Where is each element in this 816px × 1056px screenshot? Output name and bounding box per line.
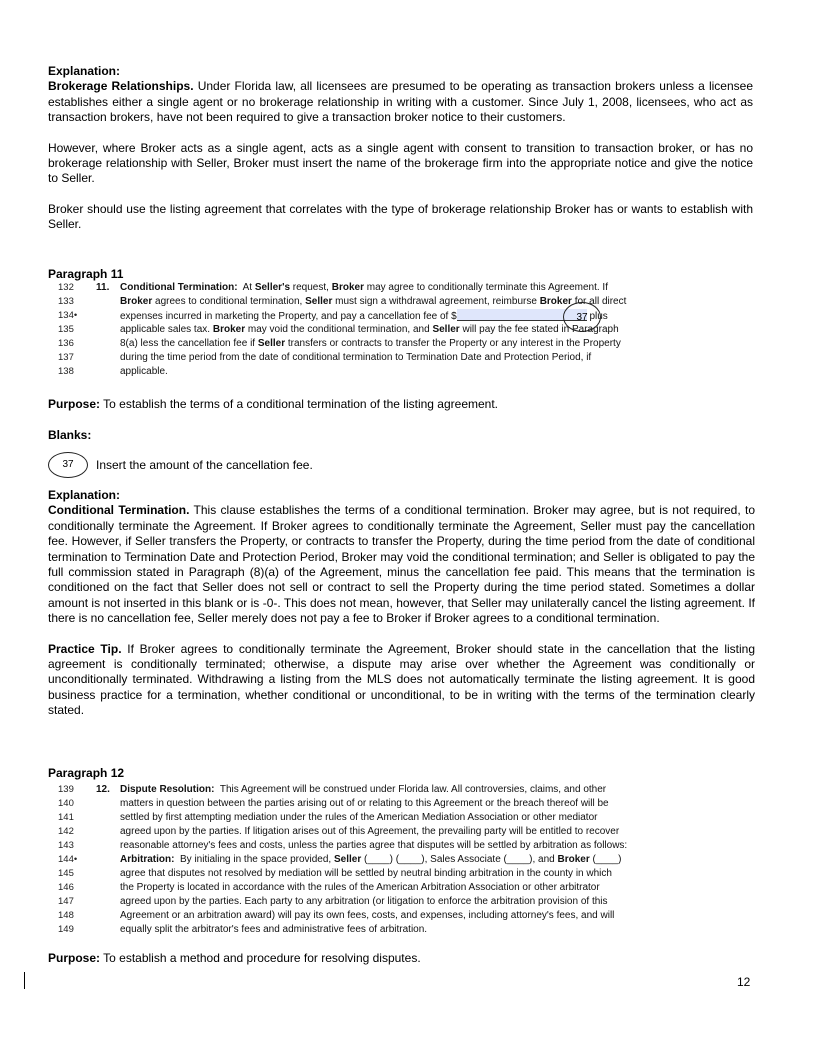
form-line-text: the Property is located in accordance with the rules of the American Arbitration Association or other arbitrator (120, 882, 600, 893)
form-line-text: Agreement or an arbitration award) will pay its own fees, costs, and expenses, including attorney's fees, and will (120, 910, 615, 921)
line-number: 144• (58, 854, 78, 865)
form-line-text: agreed upon by the parties. Each party to any arbitration (or litigation to enforce the arbitration provision of this (120, 896, 608, 907)
line-number: 132 (58, 282, 74, 293)
form-line-text: 8(a) less the cancellation fee if Seller transfers or contracts to transfer the Property or any interest in the Property (120, 338, 621, 349)
form-line-text: Broker agrees to conditional termination, Seller must sign a withdrawal agreement, reimburse Broker for all direct (120, 296, 627, 307)
single-agent-paragraph: However, where Broker acts as a single agent, acts as a single agent with consent to transition to transaction broker, or has no brokerage relationship with Seller, Broker must insert the name of the brokerage firm into the appropriate notice and give the notice to Seller. (48, 140, 753, 186)
line-number: 133 (58, 296, 74, 307)
conditional-termination-explanation: Conditional Termination. This clause establishes the terms of a conditional termination. Broker may agree, but is not required, to conditionally terminate the Agreement. If Broker agrees to conditionally terminate the Agreement, Seller must pay the cancellation fee. However, if Seller transfers the Property, or contracts to transfer the Property, during the time period from the date of conditional termination to Termination Date and Protection Period, Broker may void the conditional termination; and Seller is obligated to pay the full commission stated in Paragraph (8)(a) of the Agreement, minus the cancellation fee paid. This means that the termination is conditioned on the fact that Seller does not sell or contract to sell the Property during the time period stated. Sometimes a dollar amount is not inserted in this blank or is -0-. This does not mean, however, that Seller may unilaterally cancel the listing agreement. If there is no cancellation fee, Seller merely does not pay a fee to Broker if Broker agrees to a conditional termination. (48, 503, 755, 626)
form-line (58, 923, 758, 937)
form-line (58, 295, 758, 309)
practice-tip: Practice Tip. If Broker agrees to conditionally terminate the Agreement, Broker should state in the cancellation that the listing agreement is conditionally terminated; otherwise, a dispute may arise over whether the Agreement was conditionally or unconditionally terminated. Withdrawing a listing from the MLS does not automatically terminate the listing agreement. It is good business practice for a termination, whether conditional or unconditional, to be in writing with the terms of the termination clearly stated. (48, 641, 755, 718)
line-number: 148 (58, 910, 74, 921)
form-line-text: equally split the arbitrator's fees and administrative fees of arbitration. (120, 924, 428, 935)
form-line (58, 811, 758, 825)
line-number: 139 (58, 784, 74, 795)
form-line (58, 825, 758, 839)
line-number: 136 (58, 338, 74, 349)
form-line (58, 881, 758, 895)
form-line-text: applicable sales tax. Broker may void the conditional termination, and Seller will pay the fee stated in Paragraph (120, 324, 619, 335)
form-line-text: matters in question between the parties arising out of or relating to this Agreement or the breach thereof will be (120, 798, 609, 809)
form-line-text: agreed upon by the parties. If litigation arises out of this Agreement, the prevailing party will be entitled to recover (120, 826, 620, 837)
line-number: 146 (58, 882, 74, 893)
blanks-heading: Blanks: (48, 428, 92, 442)
paragraph-11-purpose: Purpose: To establish the terms of a conditional termination of the listing agreement. (48, 397, 499, 411)
line-number: 135 (58, 324, 74, 335)
form-line (58, 337, 758, 351)
brokerage-relationships-paragraph: Brokerage Relationships. Under Florida law, all licensees are presumed to be operating as transaction brokers unless a licensee establishes either a single agent or no brokerage relationship in writing with a customer. Since July 1, 2008, licensees, who act as transaction brokers, have not been required to give a transaction broker notice to their customers. (48, 79, 754, 125)
form-line-text: settled by first attempting mediation under the rules of the American Mediation Association or other mediator (120, 812, 598, 823)
form-line (58, 909, 758, 923)
form-line-text: Dispute Resolution: This Agreement will be construed under Florida law. All controversies, claims, and other (120, 784, 607, 795)
document-page (48, 64, 753, 233)
form-line-text: applicable. (120, 366, 168, 377)
blank-37-marker: 37 (48, 452, 88, 478)
paragraph-12-purpose: Purpose: To establish a method and procedure for resolving disputes. (48, 951, 421, 965)
form-line (58, 895, 758, 909)
page-number: 12 (737, 975, 751, 989)
brokerage-relationships-title: Brokerage Relationships. (48, 79, 194, 94)
line-number: 142 (58, 826, 74, 837)
form-line (58, 309, 758, 323)
form-line-text: agree that disputes not resolved by mediation will be settled by neutral binding arbitration in the county in which (120, 868, 612, 879)
form-line (58, 351, 758, 365)
line-number: 140 (58, 798, 74, 809)
form-line-text: during the time period from the date of conditional termination to Termination Date and Protection Period, if (120, 352, 592, 363)
paragraph-11-explanation-heading: Explanation: (48, 488, 121, 502)
form-line-text: reasonable attorney's fees and costs, unless the parties agree that disputes will be settled by arbitration as follows: (120, 840, 628, 851)
paragraph-11-heading: Paragraph 11 (48, 267, 124, 281)
listing-agreement-paragraph: Broker should use the listing agreement that correlates with the type of brokerage relationship Broker has or wants to establish with Seller. (48, 201, 753, 232)
blank-37-callout: 37 (563, 302, 601, 332)
clause-number: 11. (96, 282, 110, 293)
blank-37-instruction: Insert the amount of the cancellation fee. (96, 458, 313, 472)
line-number: 145 (58, 868, 74, 879)
form-line (58, 853, 758, 867)
paragraph-11-form-excerpt (58, 281, 758, 379)
paragraph-12-heading: Paragraph 12 (48, 766, 125, 780)
form-line (58, 365, 758, 379)
form-line (58, 281, 758, 295)
form-line (58, 839, 758, 853)
form-line (58, 783, 758, 797)
line-number: 147 (58, 896, 74, 907)
text-cursor (24, 972, 25, 989)
line-number: 138 (58, 366, 74, 377)
form-line-text: expenses incurred in marketing the Property, and pay a cancellation fee of $ plus (120, 311, 608, 322)
form-line (58, 867, 758, 881)
line-number: 149 (58, 924, 74, 935)
form-line-text: Arbitration: By initialing in the space provided, Seller (____) (____), Sales Associate (____), and Broker (____) (120, 854, 622, 865)
form-line-text: Conditional Termination: At Seller's request, Broker may agree to conditionally terminate this Agreement. If (120, 282, 608, 293)
paragraph-12-form-excerpt (58, 783, 758, 937)
line-number: 134• (58, 310, 78, 321)
line-number: 137 (58, 352, 74, 363)
clause-number: 12. (96, 784, 110, 795)
explanation-heading: Explanation: (48, 64, 121, 78)
line-number: 143 (58, 840, 74, 851)
form-line (58, 797, 758, 811)
paragraph-11-explanation (48, 488, 755, 719)
line-number: 141 (58, 812, 74, 823)
form-line (58, 323, 758, 337)
